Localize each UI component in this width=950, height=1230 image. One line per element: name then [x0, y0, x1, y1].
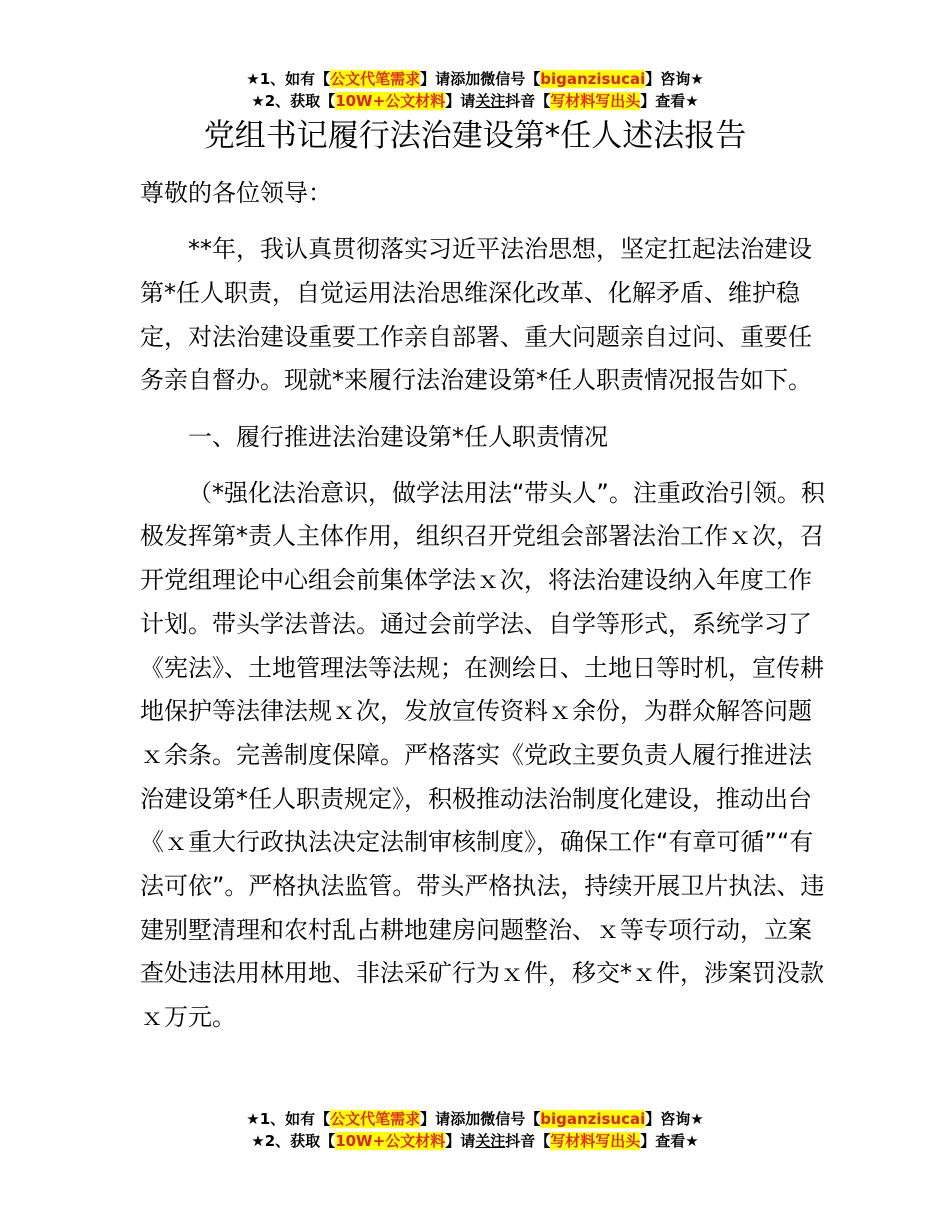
highlight-wechat-id: biganzisucai: [540, 70, 646, 88]
salutation: 尊敬的各位领导：: [140, 179, 332, 207]
paragraph-body: （*强化法治意识，做学法用法“带头人”。注重政治引领。积极发挥第*责人主体作用，组织召开党组会部署法治工作ｘ次，召开党组理论中心组会前集体学法ｘ次，将法治建设纳入年度工作计划。带头学法普法。通过会前学法、自学等形式，系统学习了《宪法》、土地管理法等法规；在测绘日、土地日等时机，宣传耕地保护等法律法规ｘ次，发放宣传资料ｘ余份，为群众解答问题ｘ余条。完善制度保障。严格落实《党政主要负责人履行推进法治建设第*任人职责规定》，积极推动法治制度化建设，推动出台《ｘ重大行政执法决定法制审核制度》，确保工作“有章可循”“有法可依”。严格执法监管。带头严格执法，持续开展卫片执法、违建别墅清理和农村乱占耕地建房问题整治、ｘ等专项行动，立案查处违法用林用地、非法采矿行为ｘ件，移交*ｘ件，涉案罚没款ｘ万元。: [140, 478, 825, 1032]
promo-line-2: ★2、获取【10W+公文材料】请关注抖音【写材料写出头】查看★: [251, 1132, 699, 1150]
document-body: [140, 172, 825, 1052]
paragraph-intro: **年，我认真贯彻落实习近平法治思想，坚定扛起法治建设第*任人职责，自觉运用法治思维深化改革、化解矛盾、维护稳定，对法治建设重要工作亲自部署、重大问题亲自过问、重要任务亲自督办。现就*来履行法治建设第*任人职责情况报告如下。: [140, 235, 812, 395]
highlight-douyin: 写材料写出头: [550, 1132, 641, 1150]
section-heading: 一、履行推进法治建设第*任人职责情况: [188, 422, 608, 451]
promo-banner-bottom: [0, 1108, 950, 1152]
promo-line-1: ★1、如有【公文代笔需求】请添加微信号【biganzisucai】咨询★: [246, 70, 704, 88]
highlight-ghostwriting: 公文代笔需求: [330, 1110, 421, 1128]
highlight-douyin: 写材料写出头: [550, 92, 641, 110]
highlight-materials: 10W+公文材料: [335, 1132, 446, 1150]
promo-line-1: ★1、如有【公文代笔需求】请添加微信号【biganzisucai】咨询★: [246, 1110, 704, 1128]
highlight-wechat-id: biganzisucai: [540, 1110, 646, 1128]
promo-banner-top: [0, 68, 950, 112]
highlight-materials: 10W+公文材料: [335, 92, 446, 110]
document-title: 党组书记履行法治建设第*任人述法报告: [203, 118, 747, 154]
highlight-ghostwriting: 公文代笔需求: [330, 70, 421, 88]
promo-line-2: ★2、获取【10W+公文材料】请关注抖音【写材料写出头】查看★: [251, 92, 699, 110]
